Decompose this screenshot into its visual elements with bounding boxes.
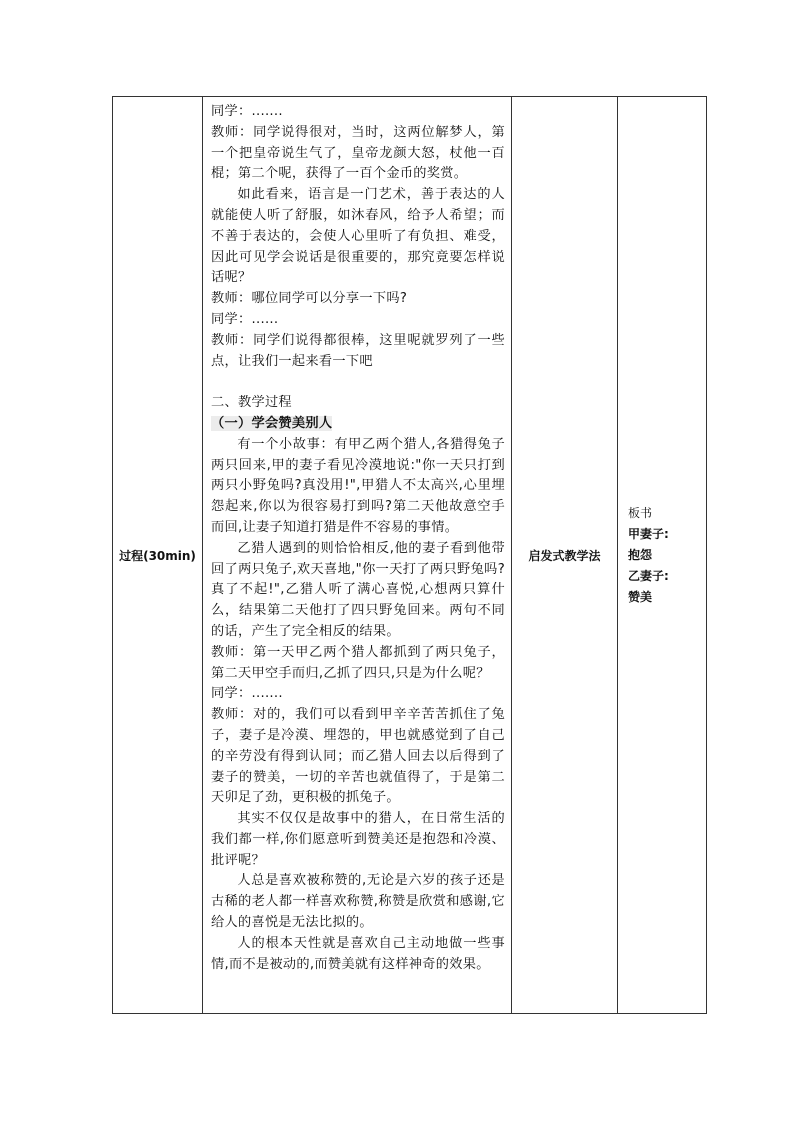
paragraph: 教师：哪位同学可以分享一下吗? [211,291,408,307]
board-note: 板书 [628,505,653,520]
paragraph: 人总是喜欢被称赞的,无论是六岁的孩子还是古稀的老人都一样喜欢称赞,称赞是欣赏和感谢,它给人的喜悦是无法比拟的。 [211,873,505,931]
paragraph: 有一个小故事：有甲乙两个猎人,各猎得兔子两只回来,甲的妻子看见冷漠地说:"你一天只打到两只小野兔吗?真没用!",甲猎人不太高兴,心里埋怨起来,你以为很容易打到吗?第二天他故意空手而回,让妻子知道打猎是件不容易的事情。 [211,436,505,535]
paragraph: 其实不仅仅是故事中的猎人，在日常生活的我们都一样,你们愿意听到赞美还是抱怨和冷漠、批评呢？ [211,811,505,868]
lesson-plan-table [112,96,707,1014]
board-note: 抱怨 [628,547,653,562]
paragraph: 教师：对的，我们可以看到甲辛辛苦苦抓住了兔子，妻子是冷漠、埋怨的，甲也就感觉到了自己的辛劳没有得到认同；而乙猎人回去以后得到了妻子的赞美，一切的辛苦也就值得了，于是第二天卯足了劲，更积极的抓兔子。 [211,707,505,806]
section-title: 二、教学过程 [211,395,292,411]
intro-paragraphs [211,102,505,372]
paragraph: 教师：同学说得很对，当时，这两位解梦人，第一个把皇帝说生气了，皇帝龙颜大怒，杖他一百棍；第二个呢，获得了一百个金币的奖赏。 [211,124,505,182]
paragraph: 乙猎人遇到的则恰恰相反,他的妻子看到他带回了两只兔子,欢天喜地,"你一天打了两只野兔吗?真了不起!",乙猎人听了满心喜悦,心想两只算什么，结果第二天他打了四只野兔回来。两句不同的话，产生了完全相反的结果。 [211,540,505,639]
teaching-method: 启发式教学法 [528,548,601,563]
paragraph: 教师：第一天甲乙两个猎人都抓到了两只兔子，第二天甲空手而归,乙抓了四只,只是为什么呢？ [211,644,505,681]
paragraph: 教师：同学们说得都很棒，这里呢就罗列了一些点，让我们一起来看一下吧 [211,332,505,369]
subsection-title: （一）学会赞美别人 [211,415,333,431]
paragraph: 人的根本天性就是喜欢自己主动地做一些事情,而不是被动的,而赞美就有这样神奇的效果。 [211,935,505,972]
table-row [113,97,707,1014]
board-notes-cell [618,97,707,1014]
blank-line [211,372,505,393]
stage-cell [113,97,203,1014]
paragraph: 同学：....... [211,686,283,702]
stage-label: 过程(30min) [119,548,196,563]
paragraph: 同学：....... [211,104,283,119]
board-note: 乙妻子: [628,568,669,583]
content-cell [203,97,512,1014]
board-note: 甲妻子: [628,526,669,541]
body-paragraphs [211,435,505,976]
paragraph: 同学：...... [211,311,279,327]
paragraph: 如此看来，语言是一门艺术，善于表达的人就能使人听了舒服，如沐春风，给予人希望；而不善于表达的，会使人心里听了有负担、难受，因此可见学会说话是很重要的，那究竟要怎样说话呢？ [211,187,505,286]
board-note: 赞美 [628,589,653,604]
method-cell [512,97,618,1014]
